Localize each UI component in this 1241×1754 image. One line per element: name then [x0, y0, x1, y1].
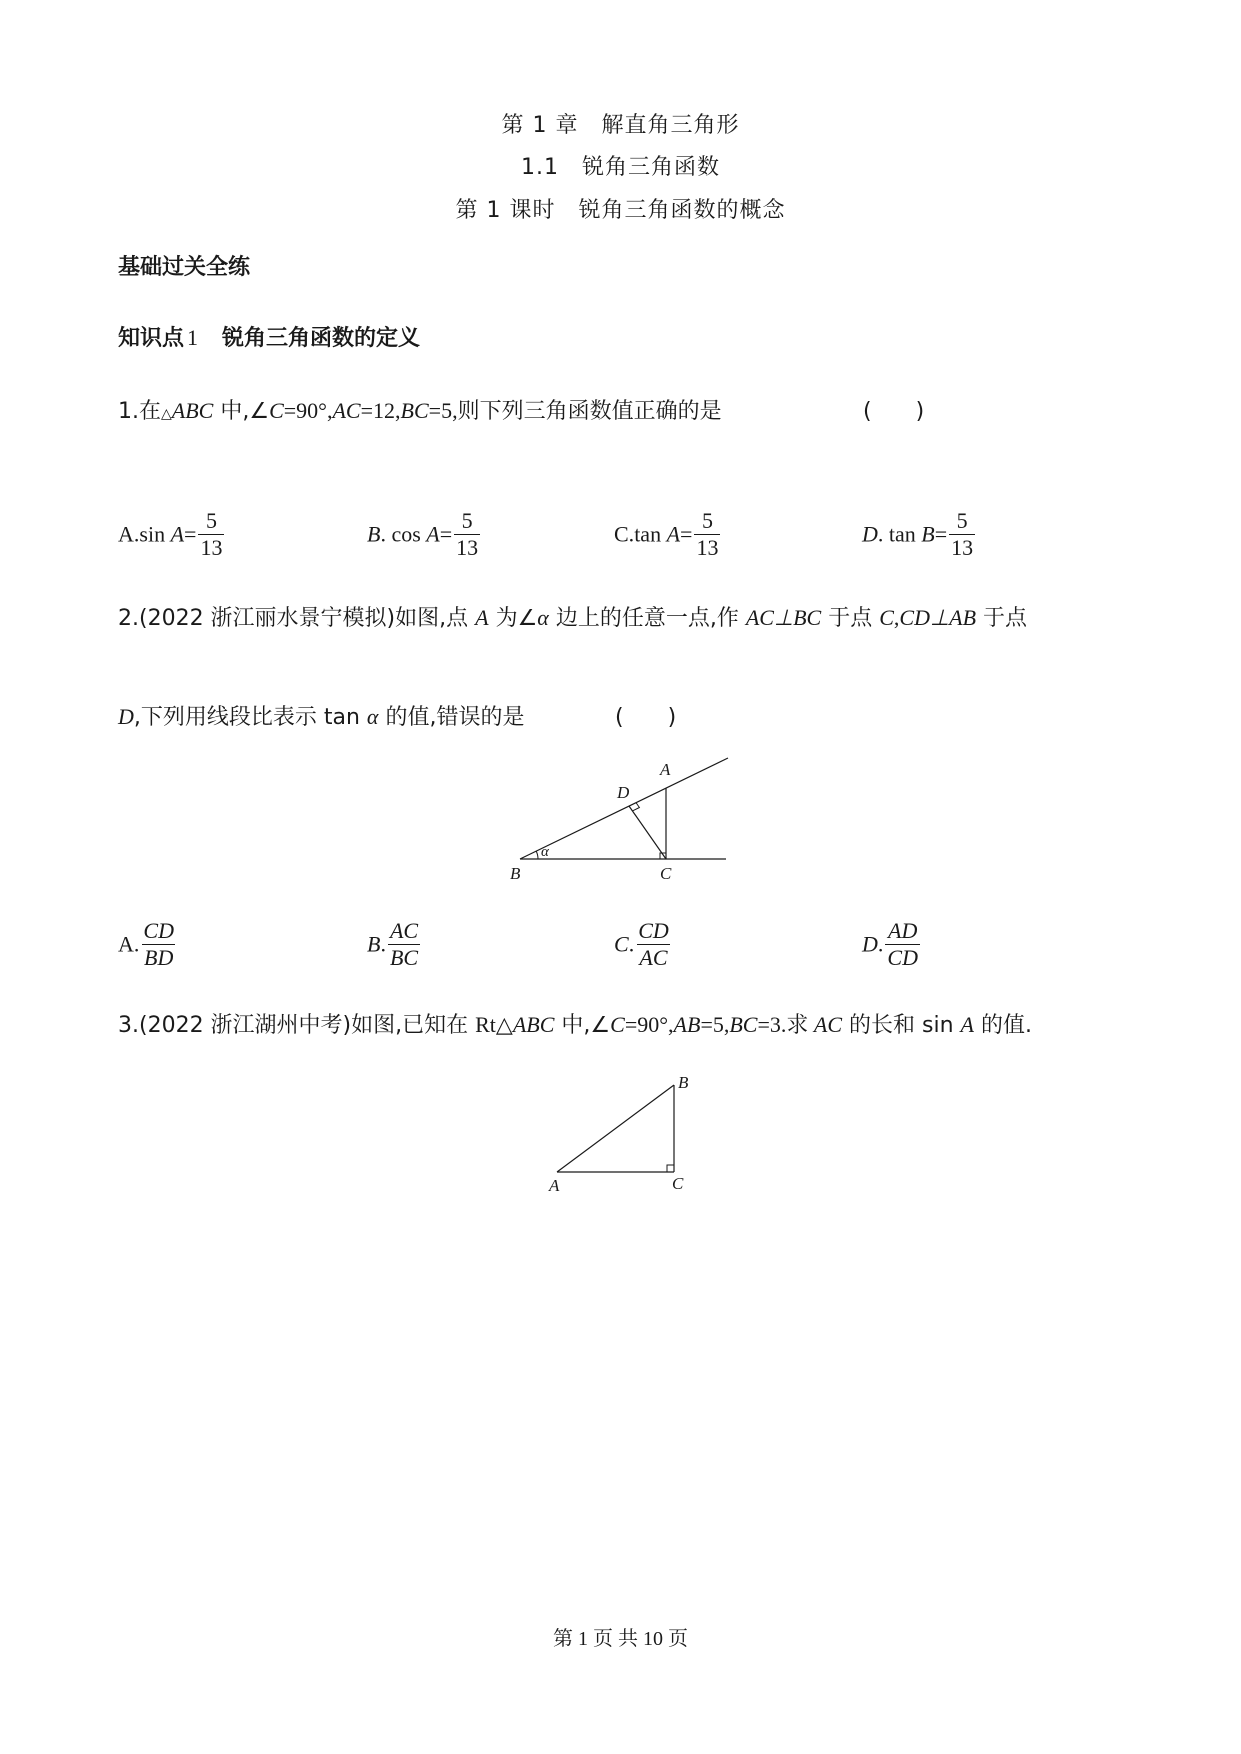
chapter-title: 第 1 章 解直角三角形: [501, 113, 740, 138]
q2-option-b[interactable]: B. $\frac{AC}{BC}$: [367, 918, 419, 970]
label-c: C: [672, 1174, 684, 1193]
lesson-title: 第 1 课时 锐角三角函数的概念: [455, 198, 786, 223]
fraction: $\frac{5}{13}$: [200, 508, 223, 560]
label-c: C: [660, 864, 672, 883]
q1-option-d[interactable]: D. tan B= $\frac{5}{13}$: [862, 508, 974, 560]
q2-option-c[interactable]: C. $\frac{CD}{AC}$: [614, 918, 669, 970]
fraction: $\frac{5}{13}$: [951, 508, 974, 560]
fraction: $\frac{AD}{CD}$: [887, 918, 918, 970]
fraction: $\frac{CD}{AC}$: [638, 918, 669, 970]
q3-triangle-figure: [535, 1062, 705, 1202]
section-title: 1.1 锐角三角函数: [521, 155, 720, 180]
segment-cd: [629, 806, 666, 859]
label-b: B: [678, 1073, 689, 1092]
question-2-line-2: D,下列用线段比表示 tan α 的值,错误的是: [118, 704, 525, 730]
q1-option-a[interactable]: A.sin A= $\frac{5}{13}$: [118, 508, 223, 560]
question-2-answer-paren: ( ): [615, 705, 677, 730]
segment-ab: [557, 1085, 674, 1172]
fraction: $\frac{CD}{BD}$: [143, 918, 174, 970]
q2-option-d[interactable]: D. $\frac{AD}{CD}$: [862, 918, 918, 970]
label-alpha: α: [541, 844, 549, 860]
fraction: $\frac{5}{13}$: [696, 508, 719, 560]
q2-triangle-figure: [500, 755, 740, 885]
practice-heading: 基础过关全练: [118, 255, 251, 280]
knowledge-point-title: 锐角三角函数的定义: [222, 326, 421, 351]
ray-ba: [520, 758, 728, 859]
fraction: $\frac{5}{13}$: [456, 508, 479, 560]
question-1-text: 1.在△ABC 中,∠C=90°,AC=12,BC=5,则下列三角函数值正确的是: [118, 398, 722, 424]
question-2-line-1: 2.(2022 浙江丽水景宁模拟)如图,点 A 为∠α 边上的任意一点,作 AC⊥BC 于点 C,CD⊥AB 于点: [118, 605, 1028, 631]
q2-option-a[interactable]: A. $\frac{CD}{BD}$: [118, 918, 174, 970]
label-a: A: [549, 1176, 560, 1195]
page-footer: 第 1 页 共 10 页: [553, 1628, 688, 1650]
knowledge-point-label: 知识点: [118, 326, 185, 351]
q1-option-b[interactable]: B. cos A= $\frac{5}{13}$: [367, 508, 479, 560]
label-b: B: [510, 864, 521, 883]
question-1-answer-paren: ( ): [863, 399, 925, 424]
question-3-text: 3.(2022 浙江湖州中考)如图,已知在 Rt△ABC 中,∠C=90°,AB=5,BC=3.求 AC 的长和 sin A 的值.: [118, 1012, 1032, 1038]
knowledge-point-number: 1: [187, 325, 199, 350]
label-d: D: [617, 783, 630, 802]
right-angle-mark-c: [667, 1165, 674, 1172]
q1-option-c[interactable]: C.tan A= $\frac{5}{13}$: [614, 508, 719, 560]
label-a: A: [660, 760, 671, 779]
knowledge-point-heading: [118, 321, 420, 352]
angle-arc-alpha: [536, 851, 538, 859]
fraction: $\frac{AC}{BC}$: [389, 918, 419, 970]
